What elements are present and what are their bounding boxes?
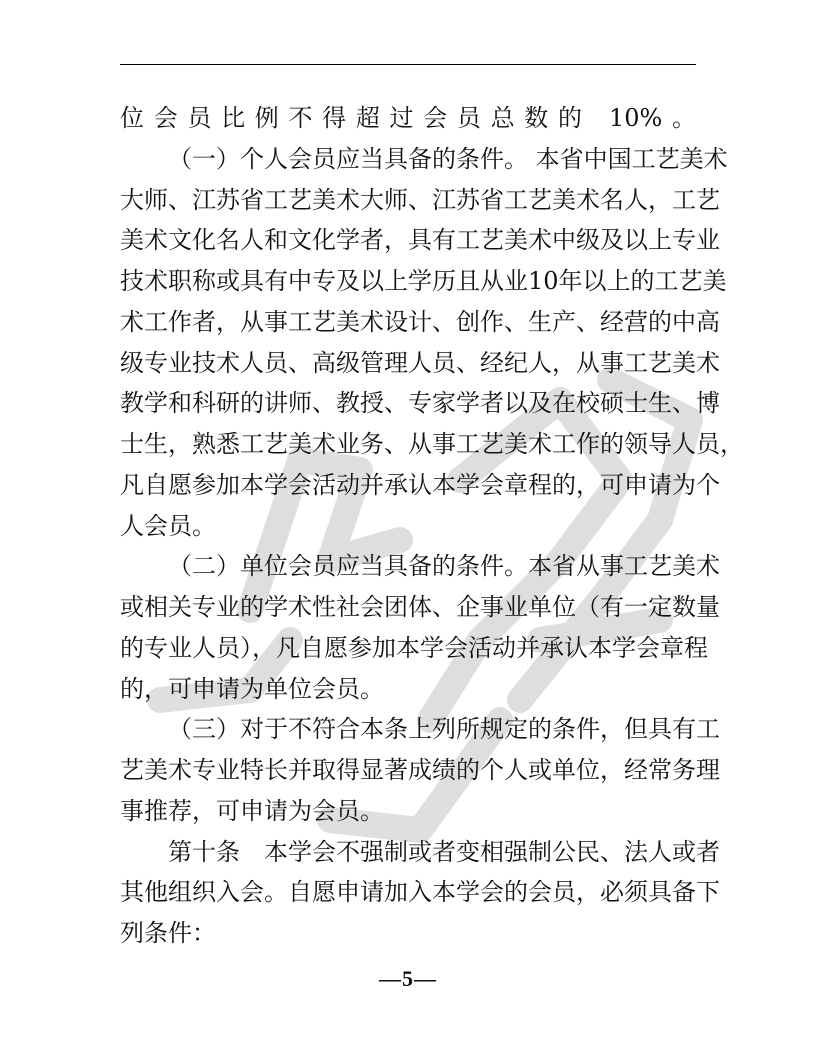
text-line: （三）对于不符合本条上列所规定的条件，但具有工 (168, 715, 720, 744)
text-line: 术工作者，从事工艺美术设计、创作、生产、经营的中高 (120, 307, 720, 336)
text-line: （一）个人会员应当具备的条件。 本省中国工艺美术 (168, 144, 728, 173)
text-line: 技术职称或具有中专及以上学历且从业10年以上的工艺美 (120, 267, 727, 295)
text-line: 士生，熟悉工艺美术业务、从事工艺美术工作的领导人员， (120, 430, 744, 458)
text-line: 美术文化名人和文化学者，具有工艺美术中级及以上专业 (120, 226, 720, 255)
text-line: 第十条 本学会不强制或者变相强制公民、法人或者 (168, 837, 720, 866)
text-line: 凡自愿参加本学会活动并承认本学会章程的，可申请为个 (120, 470, 720, 499)
text-line: 列条件： (120, 919, 216, 947)
text-line: 艺美术专业特长并取得显著成绩的个人或单位，经常务理 (120, 756, 720, 784)
text-line: 的，可申请为单位会员。 (120, 674, 384, 703)
header-rule (120, 64, 696, 65)
text-line: 教学和科研的讲师、教授、专家学者以及在校硕士生、博 (120, 389, 720, 418)
text-line: 的专业人员），凡自愿参加本学会活动并承认本学会章程 (120, 633, 708, 662)
text-line: 级专业技术人员、高级管理人员、经纪人，从事工艺美术 (120, 348, 720, 377)
text-line: 位会员比例不得超过会员总数的 10%。 (120, 104, 696, 132)
document-body (120, 98, 744, 954)
text-line: 其他组织入会。自愿申请加入本学会的会员，必须具备下 (120, 878, 720, 907)
text-line: 事推荐，可申请为会员。 (120, 796, 384, 825)
text-line: 人会员。 (120, 511, 216, 540)
text-line: 大师、江苏省工艺美术大师、江苏省工艺美术名人，工艺 (120, 185, 720, 214)
page-number: —5— (379, 966, 437, 991)
text-line: （二）单位会员应当具备的条件。本省从事工艺美术 (168, 552, 720, 581)
text-line: 或相关专业的学术性社会团体、企事业单位（有一定数量 (120, 593, 720, 621)
